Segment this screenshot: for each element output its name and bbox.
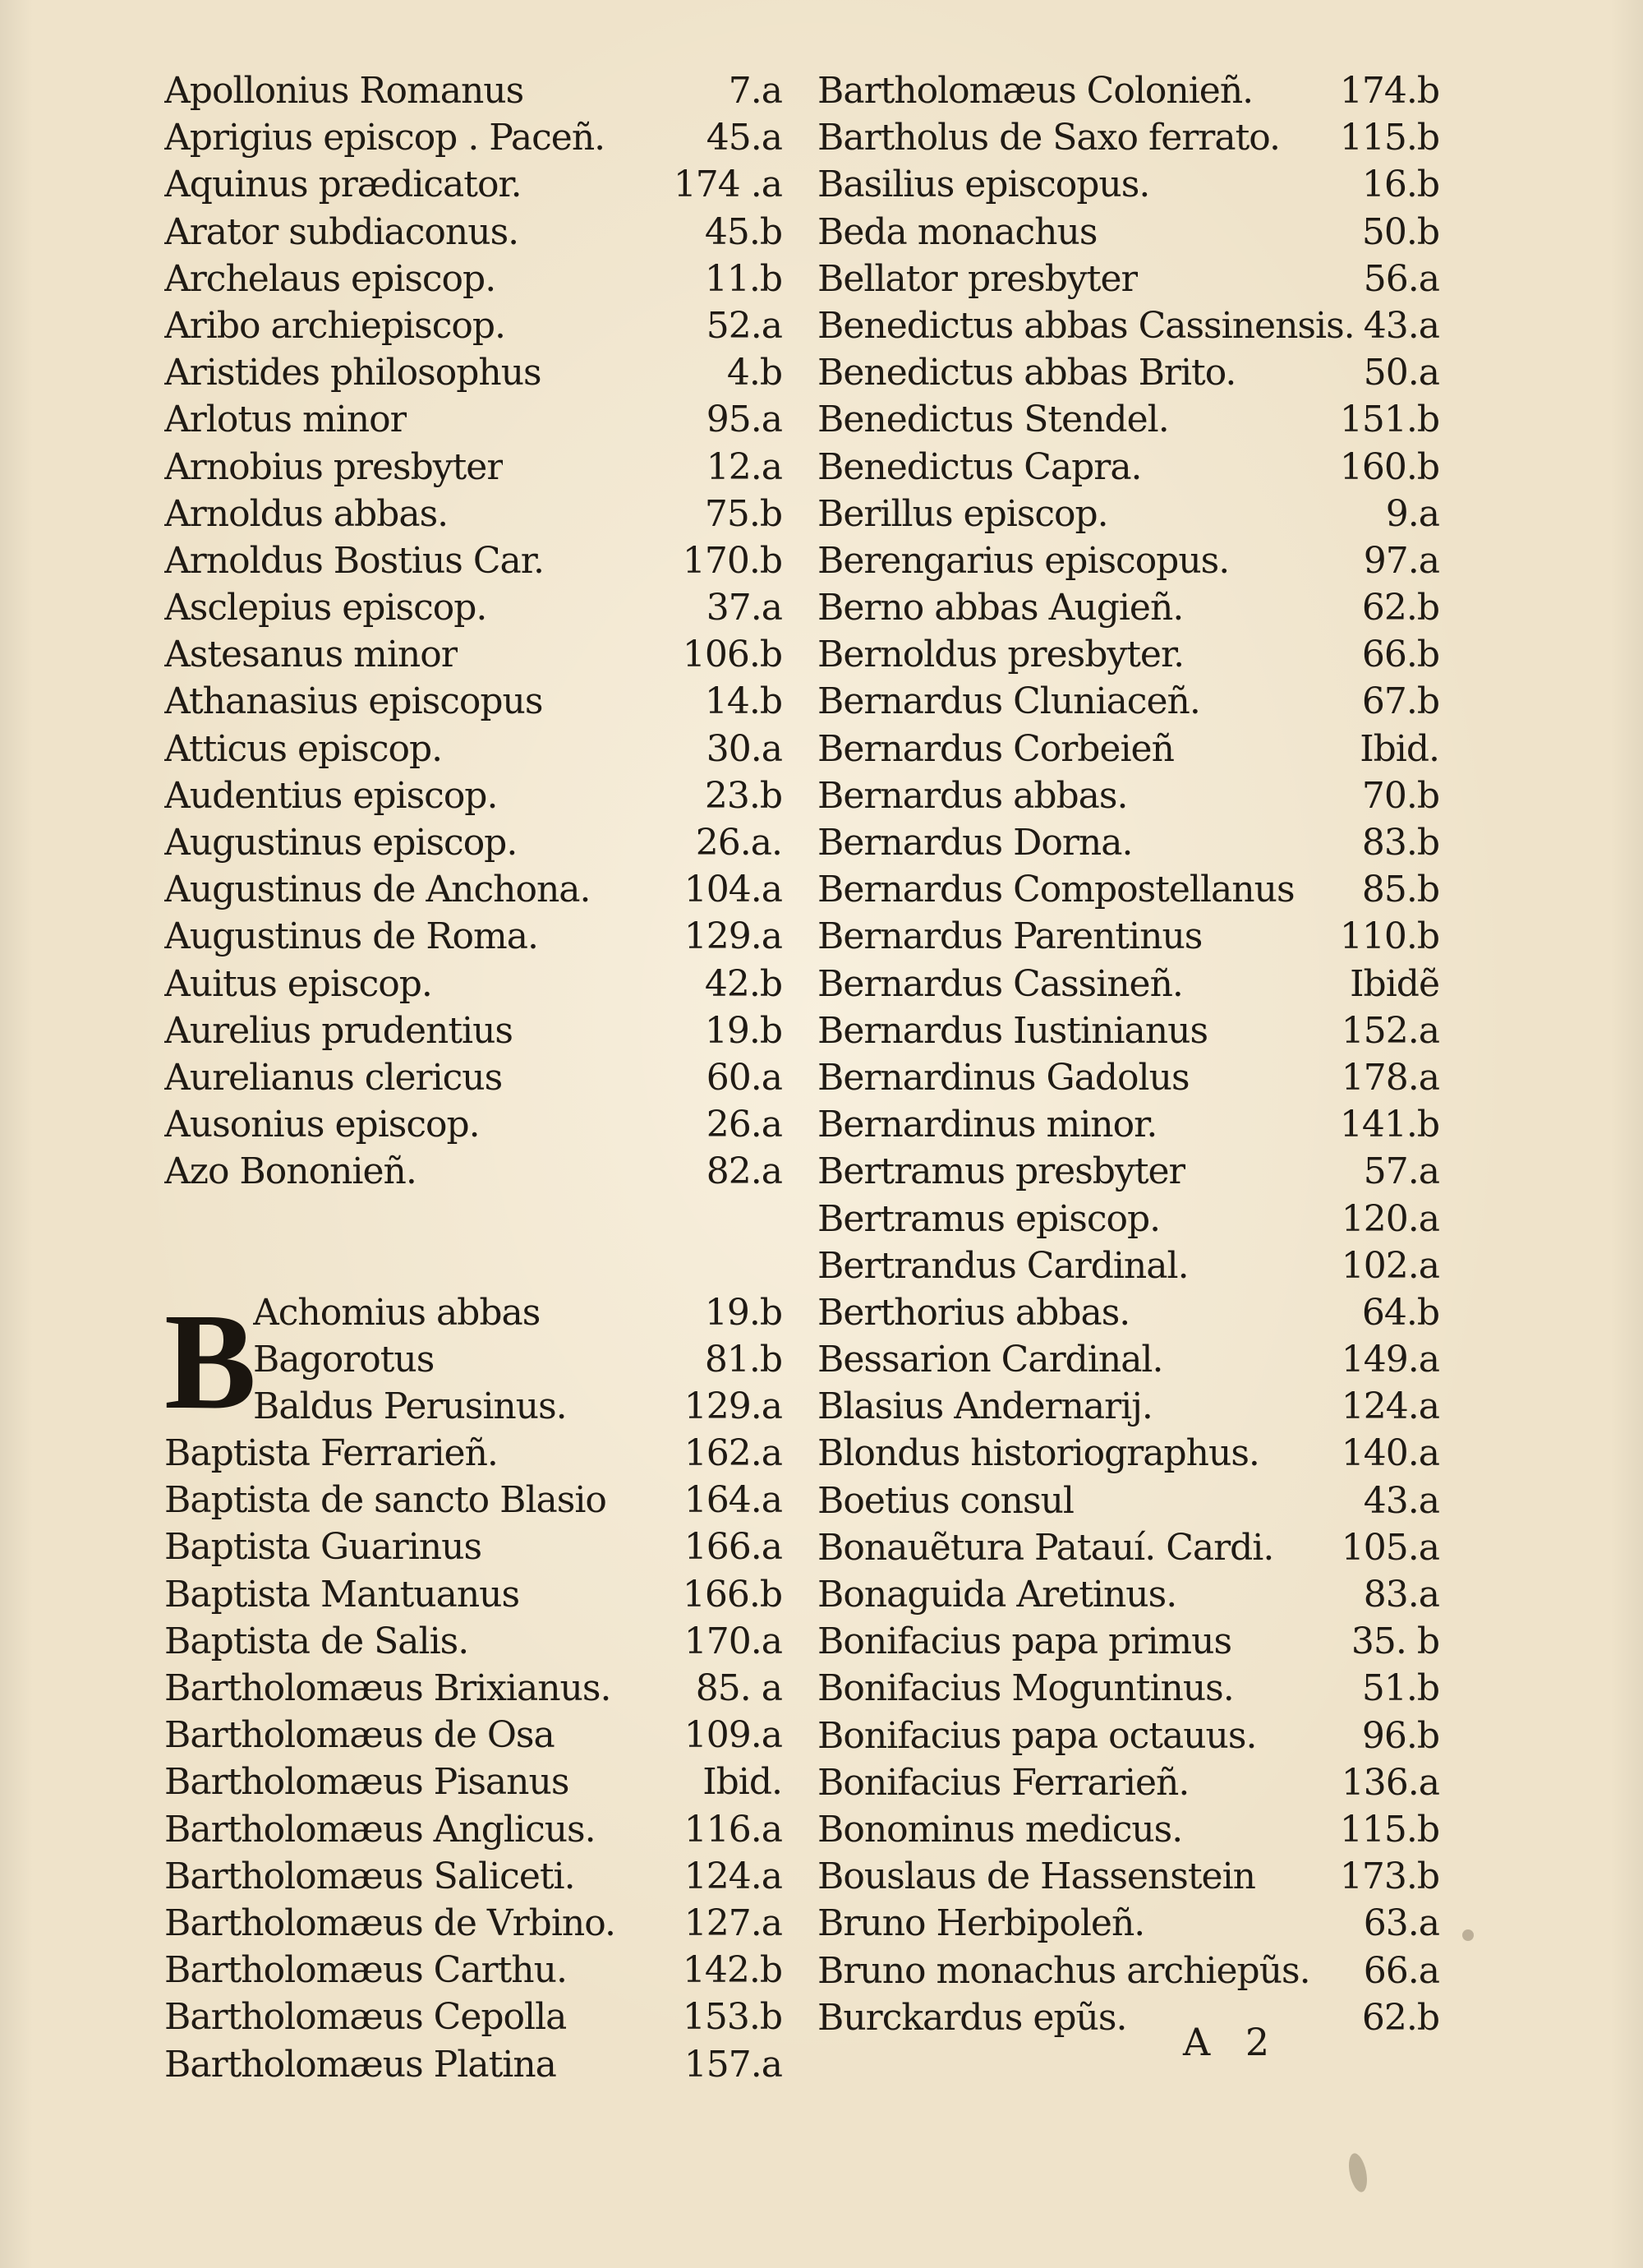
entry-page-ref: 60.a — [706, 1056, 782, 1099]
entry-name: Astesanus minor — [164, 634, 458, 676]
entry-name: Bruno monachus archiepũs. — [817, 1949, 1310, 1992]
index-entry — [164, 631, 782, 678]
entry-name: Bertramus presbyter — [817, 1150, 1185, 1193]
entry-page-ref: 124.a — [1341, 1385, 1439, 1428]
entry-page-ref: 43.a — [1363, 304, 1439, 347]
index-entry — [817, 1665, 1439, 1712]
entry-page-ref: 95.a — [706, 399, 782, 441]
entry-name: Bartholomæus Cepolla — [164, 1996, 567, 2039]
index-entry — [164, 2041, 782, 2088]
index-entry — [817, 866, 1439, 913]
entry-name: Baptista de Salis. — [164, 1620, 469, 1662]
index-entry — [817, 1759, 1439, 1806]
entry-page-ref: 66.a — [1363, 1949, 1439, 1992]
index-entry — [164, 491, 782, 537]
entry-page-ref: 178.a — [1341, 1056, 1439, 1099]
entry-page-ref: 160.b — [1339, 445, 1439, 488]
entry-page-ref: 4.b — [726, 352, 782, 394]
entry-page-ref: 11.b — [704, 257, 782, 300]
index-entry — [253, 1289, 782, 1336]
index-entry — [817, 726, 1439, 772]
entry-name: Basilius episcopus. — [817, 164, 1150, 206]
entry-name: Bonifacius Moguntinus. — [817, 1667, 1234, 1710]
entry-name: Benedictus abbas Cassinensis. — [817, 304, 1355, 347]
entry-name: Aquinus prædicator. — [164, 164, 522, 206]
entry-page-ref: 50.b — [1361, 210, 1439, 253]
index-entry — [817, 114, 1439, 161]
entry-page-ref: 26.a. — [695, 822, 782, 864]
entry-name: Berno abbas Augieñ. — [817, 587, 1184, 629]
entry-page-ref: 9.a — [1385, 492, 1439, 535]
entry-name: Aurelianus clericus — [164, 1056, 503, 1099]
index-entry — [817, 1196, 1439, 1242]
entry-name: Augustinus episcop. — [164, 822, 518, 864]
index-entry — [164, 1806, 782, 1853]
entry-name: Benedictus abbas Brito. — [817, 352, 1236, 394]
index-entry — [817, 631, 1439, 678]
entry-page-ref: 162.a — [683, 1432, 782, 1475]
entry-name: Bernardinus minor. — [817, 1104, 1157, 1146]
index-entry — [164, 1477, 782, 1524]
index-entry — [164, 161, 782, 208]
entry-name: Bonauẽtura Patauí. Cardi. — [817, 1526, 1274, 1569]
entry-name: Bartholomæus Pisanus — [164, 1761, 569, 1804]
entry-page-ref: 52.a — [706, 304, 782, 347]
entry-name: Augustinus de Roma. — [164, 915, 538, 958]
entry-page-ref: 174.b — [1339, 70, 1439, 112]
entry-page-ref: 129.a — [683, 1385, 782, 1427]
entry-name: Bernardus Cassineñ. — [817, 962, 1183, 1005]
entry-name: Bernoldus presbyter. — [817, 634, 1185, 676]
entry-name: Atticus episcop. — [164, 727, 443, 770]
entry-page-ref: 19.b — [704, 1291, 782, 1334]
index-entry — [164, 1994, 782, 2040]
entry-page-ref: 129.a — [683, 915, 782, 958]
entry-name: Bertramus episcop. — [817, 1197, 1161, 1240]
entry-page-ref: 96.b — [1361, 1714, 1439, 1757]
entry-name: Baldus Perusinus. — [253, 1385, 567, 1427]
index-entry — [817, 1336, 1439, 1383]
index-entry — [817, 161, 1439, 208]
entry-page-ref: 164.a — [683, 1479, 782, 1522]
index-entry — [817, 349, 1439, 396]
entry-page-ref: 16.b — [1361, 164, 1439, 206]
index-entry — [164, 1430, 782, 1477]
entry-name: Boetius consul — [817, 1479, 1074, 1522]
entry-page-ref: 82.a — [706, 1150, 782, 1193]
entry-page-ref: 23.b — [704, 774, 782, 817]
index-entry — [164, 1900, 782, 1947]
index-entry — [164, 209, 782, 256]
right-index-column — [817, 67, 1439, 2041]
entry-name: Berengarius episcopus. — [817, 539, 1230, 582]
entry-page-ref: 57.a — [1363, 1150, 1439, 1193]
signature-mark: A 2 — [1183, 2020, 1282, 2064]
entry-page-ref: 166.a — [683, 1526, 782, 1569]
index-entry — [164, 1524, 782, 1570]
entry-name: Bouslaus de Hassenstein — [817, 1855, 1255, 1898]
entry-name: Bartholus de Saxo ferrato. — [817, 117, 1280, 159]
entry-name: Bartholomæus de Osa — [164, 1714, 555, 1757]
entry-name: Bagorotus — [253, 1338, 435, 1381]
entry-page-ref: 142.b — [682, 1949, 782, 1992]
entry-name: Bessarion Cardinal. — [817, 1339, 1163, 1381]
index-entry — [817, 396, 1439, 443]
ink-speck — [1462, 1929, 1474, 1941]
entry-page-ref: 66.b — [1361, 634, 1439, 676]
index-entry — [164, 444, 782, 491]
index-entry — [817, 491, 1439, 537]
index-entry — [817, 1900, 1439, 1947]
entry-name: Arator subdiaconus. — [164, 210, 519, 253]
index-entry — [817, 819, 1439, 866]
entry-name: Aribo archiepiscop. — [164, 304, 505, 347]
entry-page-ref: 63.a — [1363, 1902, 1439, 1945]
entry-name: Bartholomæus Saliceti. — [164, 1855, 575, 1897]
index-entry — [817, 302, 1439, 349]
entry-page-ref: Ibidẽ — [1350, 962, 1439, 1005]
entry-page-ref: 42.b — [704, 962, 782, 1005]
index-entry — [164, 1148, 782, 1195]
index-entry — [164, 1759, 782, 1805]
entry-name: Benedictus Capra. — [817, 445, 1142, 488]
index-entry — [817, 1806, 1439, 1853]
entry-page-ref: 43.a — [1363, 1479, 1439, 1522]
index-entry — [164, 349, 782, 396]
entry-page-ref: Ibid. — [702, 1761, 782, 1804]
entry-name: Burckardus epũs. — [817, 1996, 1127, 2039]
entry-page-ref: 67.b — [1361, 680, 1439, 723]
entry-page-ref: 97.a — [1363, 539, 1439, 582]
entry-name: Aprigius episcop . Paceñ. — [164, 117, 605, 159]
index-entry — [164, 302, 782, 349]
entry-page-ref: 170.b — [682, 539, 782, 582]
index-entry — [164, 1007, 782, 1054]
index-entry — [817, 1618, 1439, 1665]
entry-page-ref: 51.b — [1361, 1667, 1439, 1710]
entry-page-ref: 140.a — [1341, 1432, 1439, 1475]
entry-page-ref: 115.b — [1339, 1808, 1439, 1851]
left-index-column — [164, 67, 782, 2088]
entry-name: Blondus historiographus. — [817, 1432, 1259, 1475]
index-entry — [164, 961, 782, 1007]
index-entry — [817, 444, 1439, 491]
index-entry — [164, 584, 782, 631]
entry-page-ref: 174 .a — [673, 164, 782, 206]
drop-cap-letter: B — [164, 1284, 257, 1438]
entry-name: Beda monachus — [817, 210, 1098, 253]
entry-name: Arlotus minor — [164, 399, 407, 441]
entry-name: Ausonius episcop. — [164, 1104, 480, 1146]
index-entry — [817, 1148, 1439, 1195]
entry-page-ref: 136.a — [1341, 1761, 1439, 1804]
index-entry — [817, 913, 1439, 960]
entry-page-ref: 19.b — [704, 1009, 782, 1052]
index-group-b — [164, 1430, 782, 2088]
index-group-b-continued — [817, 67, 1439, 2041]
entry-name: Bertrandus Cardinal. — [817, 1244, 1189, 1287]
entry-name: Bartholomæus Carthu. — [164, 1949, 567, 1992]
index-entry — [164, 67, 782, 114]
entry-name: Baptista de sancto Blasio — [164, 1479, 606, 1522]
index-entry — [164, 1665, 782, 1712]
entry-name: Blasius Andernarij. — [817, 1385, 1153, 1428]
index-entry — [817, 1524, 1439, 1571]
entry-name: Baptista Guarinus — [164, 1526, 482, 1569]
entry-page-ref: 35. b — [1351, 1620, 1439, 1663]
index-entry — [817, 584, 1439, 631]
entry-page-ref: 115.b — [1339, 117, 1439, 159]
entry-name: Bonaguida Aretinus. — [817, 1574, 1177, 1616]
index-entry — [817, 1383, 1439, 1430]
index-entry — [817, 256, 1439, 302]
entry-page-ref: 75.b — [704, 492, 782, 535]
entry-page-ref: 124.a — [683, 1855, 782, 1897]
entry-name: Bellator presbyter — [817, 257, 1138, 300]
entry-page-ref: 83.a — [1363, 1574, 1439, 1616]
entry-page-ref: 81.b — [704, 1338, 782, 1381]
entry-name: Bartholomæus Platina — [164, 2043, 556, 2086]
entry-page-ref: 104.a — [683, 869, 782, 911]
entry-name: Arnoldus Bostius Car. — [164, 539, 544, 582]
entry-page-ref: 151.b — [1339, 399, 1439, 441]
entry-name: Bonifacius Ferrarieñ. — [817, 1761, 1190, 1804]
entry-name: Benedictus Stendel. — [817, 399, 1169, 441]
entry-page-ref: 110.b — [1339, 915, 1439, 958]
entry-name: Bartholomæus de Vrbino. — [164, 1902, 615, 1944]
entry-name: Bartholomæus Colonieñ. — [817, 70, 1254, 112]
index-entry — [817, 961, 1439, 1007]
entry-name: Bonifacius papa octauus. — [817, 1714, 1257, 1757]
entry-page-ref: 152.a — [1341, 1009, 1439, 1052]
entry-page-ref: 106.b — [682, 634, 782, 676]
index-entry — [817, 678, 1439, 725]
index-entry — [164, 396, 782, 443]
entry-name: Augustinus de Anchona. — [164, 869, 591, 911]
entry-page-ref: 62.b — [1361, 587, 1439, 629]
entry-name: Achomius abbas — [253, 1291, 541, 1334]
index-entry — [817, 1713, 1439, 1759]
entry-name: Berthorius abbas. — [817, 1291, 1130, 1334]
entry-page-ref: 83.b — [1361, 822, 1439, 864]
entry-name: Bonominus medicus. — [817, 1808, 1183, 1851]
index-entry — [164, 537, 782, 584]
entry-page-ref: 149.a — [1341, 1339, 1439, 1381]
entry-page-ref: 173.b — [1339, 1855, 1439, 1898]
entry-page-ref: Ibid. — [1360, 727, 1439, 770]
index-entry — [164, 1054, 782, 1101]
index-entry — [817, 772, 1439, 819]
index-entry — [164, 1947, 782, 1994]
entry-name: Baptista Mantuanus — [164, 1573, 520, 1616]
entry-name: Archelaus episcop. — [164, 257, 496, 300]
index-entry — [253, 1383, 782, 1430]
entry-page-ref: 26.a — [706, 1104, 782, 1146]
entry-page-ref: 64.b — [1361, 1291, 1439, 1334]
entry-page-ref: 50.a — [1363, 352, 1439, 394]
entry-name: Apollonius Romanus — [164, 70, 524, 112]
index-entry — [817, 1242, 1439, 1289]
entry-page-ref: 70.b — [1361, 774, 1439, 817]
entry-page-ref: 109.a — [683, 1714, 782, 1757]
entry-name: Berillus episcop. — [817, 492, 1108, 535]
entry-page-ref: 62.b — [1361, 1996, 1439, 2039]
index-entry — [164, 866, 782, 913]
entry-name: Audentius episcop. — [164, 774, 498, 817]
entry-page-ref: 37.a — [706, 587, 782, 629]
index-entry — [817, 1571, 1439, 1618]
paper-stain — [1346, 2151, 1370, 2193]
index-entry — [817, 1101, 1439, 1148]
entry-name: Bernardus Compostellanus — [817, 869, 1295, 911]
entry-page-ref: 166.b — [682, 1573, 782, 1616]
entry-name: Aurelius prudentius — [164, 1009, 513, 1052]
entry-page-ref: 116.a — [683, 1808, 782, 1851]
index-entry — [164, 1618, 782, 1665]
entry-page-ref: 14.b — [704, 680, 782, 723]
index-entry — [817, 1054, 1439, 1101]
entry-page-ref: 120.a — [1341, 1197, 1439, 1240]
index-entry — [164, 678, 782, 725]
index-entry — [817, 209, 1439, 256]
entry-page-ref: 153.b — [682, 1996, 782, 2039]
entry-page-ref: 141.b — [1339, 1104, 1439, 1146]
index-entry — [164, 726, 782, 772]
entry-page-ref: 102.a — [1341, 1244, 1439, 1287]
entry-name: Baptista Ferrarieñ. — [164, 1432, 498, 1475]
entry-name: Arnoldus abbas. — [164, 492, 449, 535]
entry-name: Bernardus Corbeieñ — [817, 727, 1174, 770]
entry-name: Bernardus Iustinianus — [817, 1009, 1208, 1052]
entry-page-ref: 45.b — [704, 210, 782, 253]
entry-page-ref: 85.b — [1361, 869, 1439, 911]
index-group-a — [164, 67, 782, 1196]
entry-name: Bruno Herbipoleñ. — [817, 1902, 1145, 1945]
entry-name: Bernardus Parentinus — [817, 915, 1203, 958]
index-entry — [164, 256, 782, 302]
index-entry — [817, 1007, 1439, 1054]
index-entry — [817, 1477, 1439, 1524]
entry-name: Asclepius episcop. — [164, 587, 487, 629]
entry-page-ref: 30.a — [706, 727, 782, 770]
index-entry — [817, 1430, 1439, 1477]
entry-page-ref: 170.a — [683, 1620, 782, 1662]
index-entry — [164, 114, 782, 161]
drop-cap-entries — [253, 1289, 782, 1431]
entry-name: Bartholomæus Anglicus. — [164, 1808, 596, 1851]
index-entry — [164, 1853, 782, 1900]
entry-page-ref: 12.a — [706, 445, 782, 488]
index-entry — [817, 1289, 1439, 1336]
index-entry — [164, 1712, 782, 1759]
entry-name: Bernardus Dorna. — [817, 822, 1133, 864]
entry-page-ref: 7.a — [728, 70, 782, 112]
entry-page-ref: 85. a — [695, 1667, 782, 1709]
entry-name: Bernardinus Gadolus — [817, 1056, 1190, 1099]
entry-name: Arnobius presbyter — [164, 445, 504, 488]
index-entry — [164, 1101, 782, 1148]
entry-name: Bernardus Cluniaceñ. — [817, 680, 1200, 723]
index-entry — [164, 1571, 782, 1618]
entry-name: Bonifacius papa primus — [817, 1620, 1232, 1663]
section-gap — [164, 1196, 782, 1289]
index-entry — [164, 772, 782, 819]
index-entry — [164, 913, 782, 960]
entry-page-ref: 45.a — [706, 117, 782, 159]
entry-name: Aristides philosophus — [164, 352, 541, 394]
entry-page-ref: 127.a — [683, 1902, 782, 1944]
entry-name: Azo Bononieñ. — [164, 1150, 417, 1193]
index-entry — [164, 819, 782, 866]
index-entry — [817, 1948, 1439, 1994]
index-entry — [817, 537, 1439, 584]
entry-name: Bartholomæus Brixianus. — [164, 1667, 611, 1709]
entry-name: Athanasius episcopus — [164, 680, 543, 723]
index-entry — [817, 1994, 1439, 2041]
entry-page-ref: 56.a — [1363, 257, 1439, 300]
index-entry — [253, 1336, 782, 1383]
index-group-b-opening — [164, 1284, 782, 1438]
index-entry — [817, 1853, 1439, 1900]
index-entry — [817, 67, 1439, 114]
entry-name: Auitus episcop. — [164, 962, 432, 1005]
entry-page-ref: 105.a — [1341, 1526, 1439, 1569]
entry-page-ref: 157.a — [683, 2043, 782, 2086]
entry-name: Bernardus abbas. — [817, 774, 1128, 817]
